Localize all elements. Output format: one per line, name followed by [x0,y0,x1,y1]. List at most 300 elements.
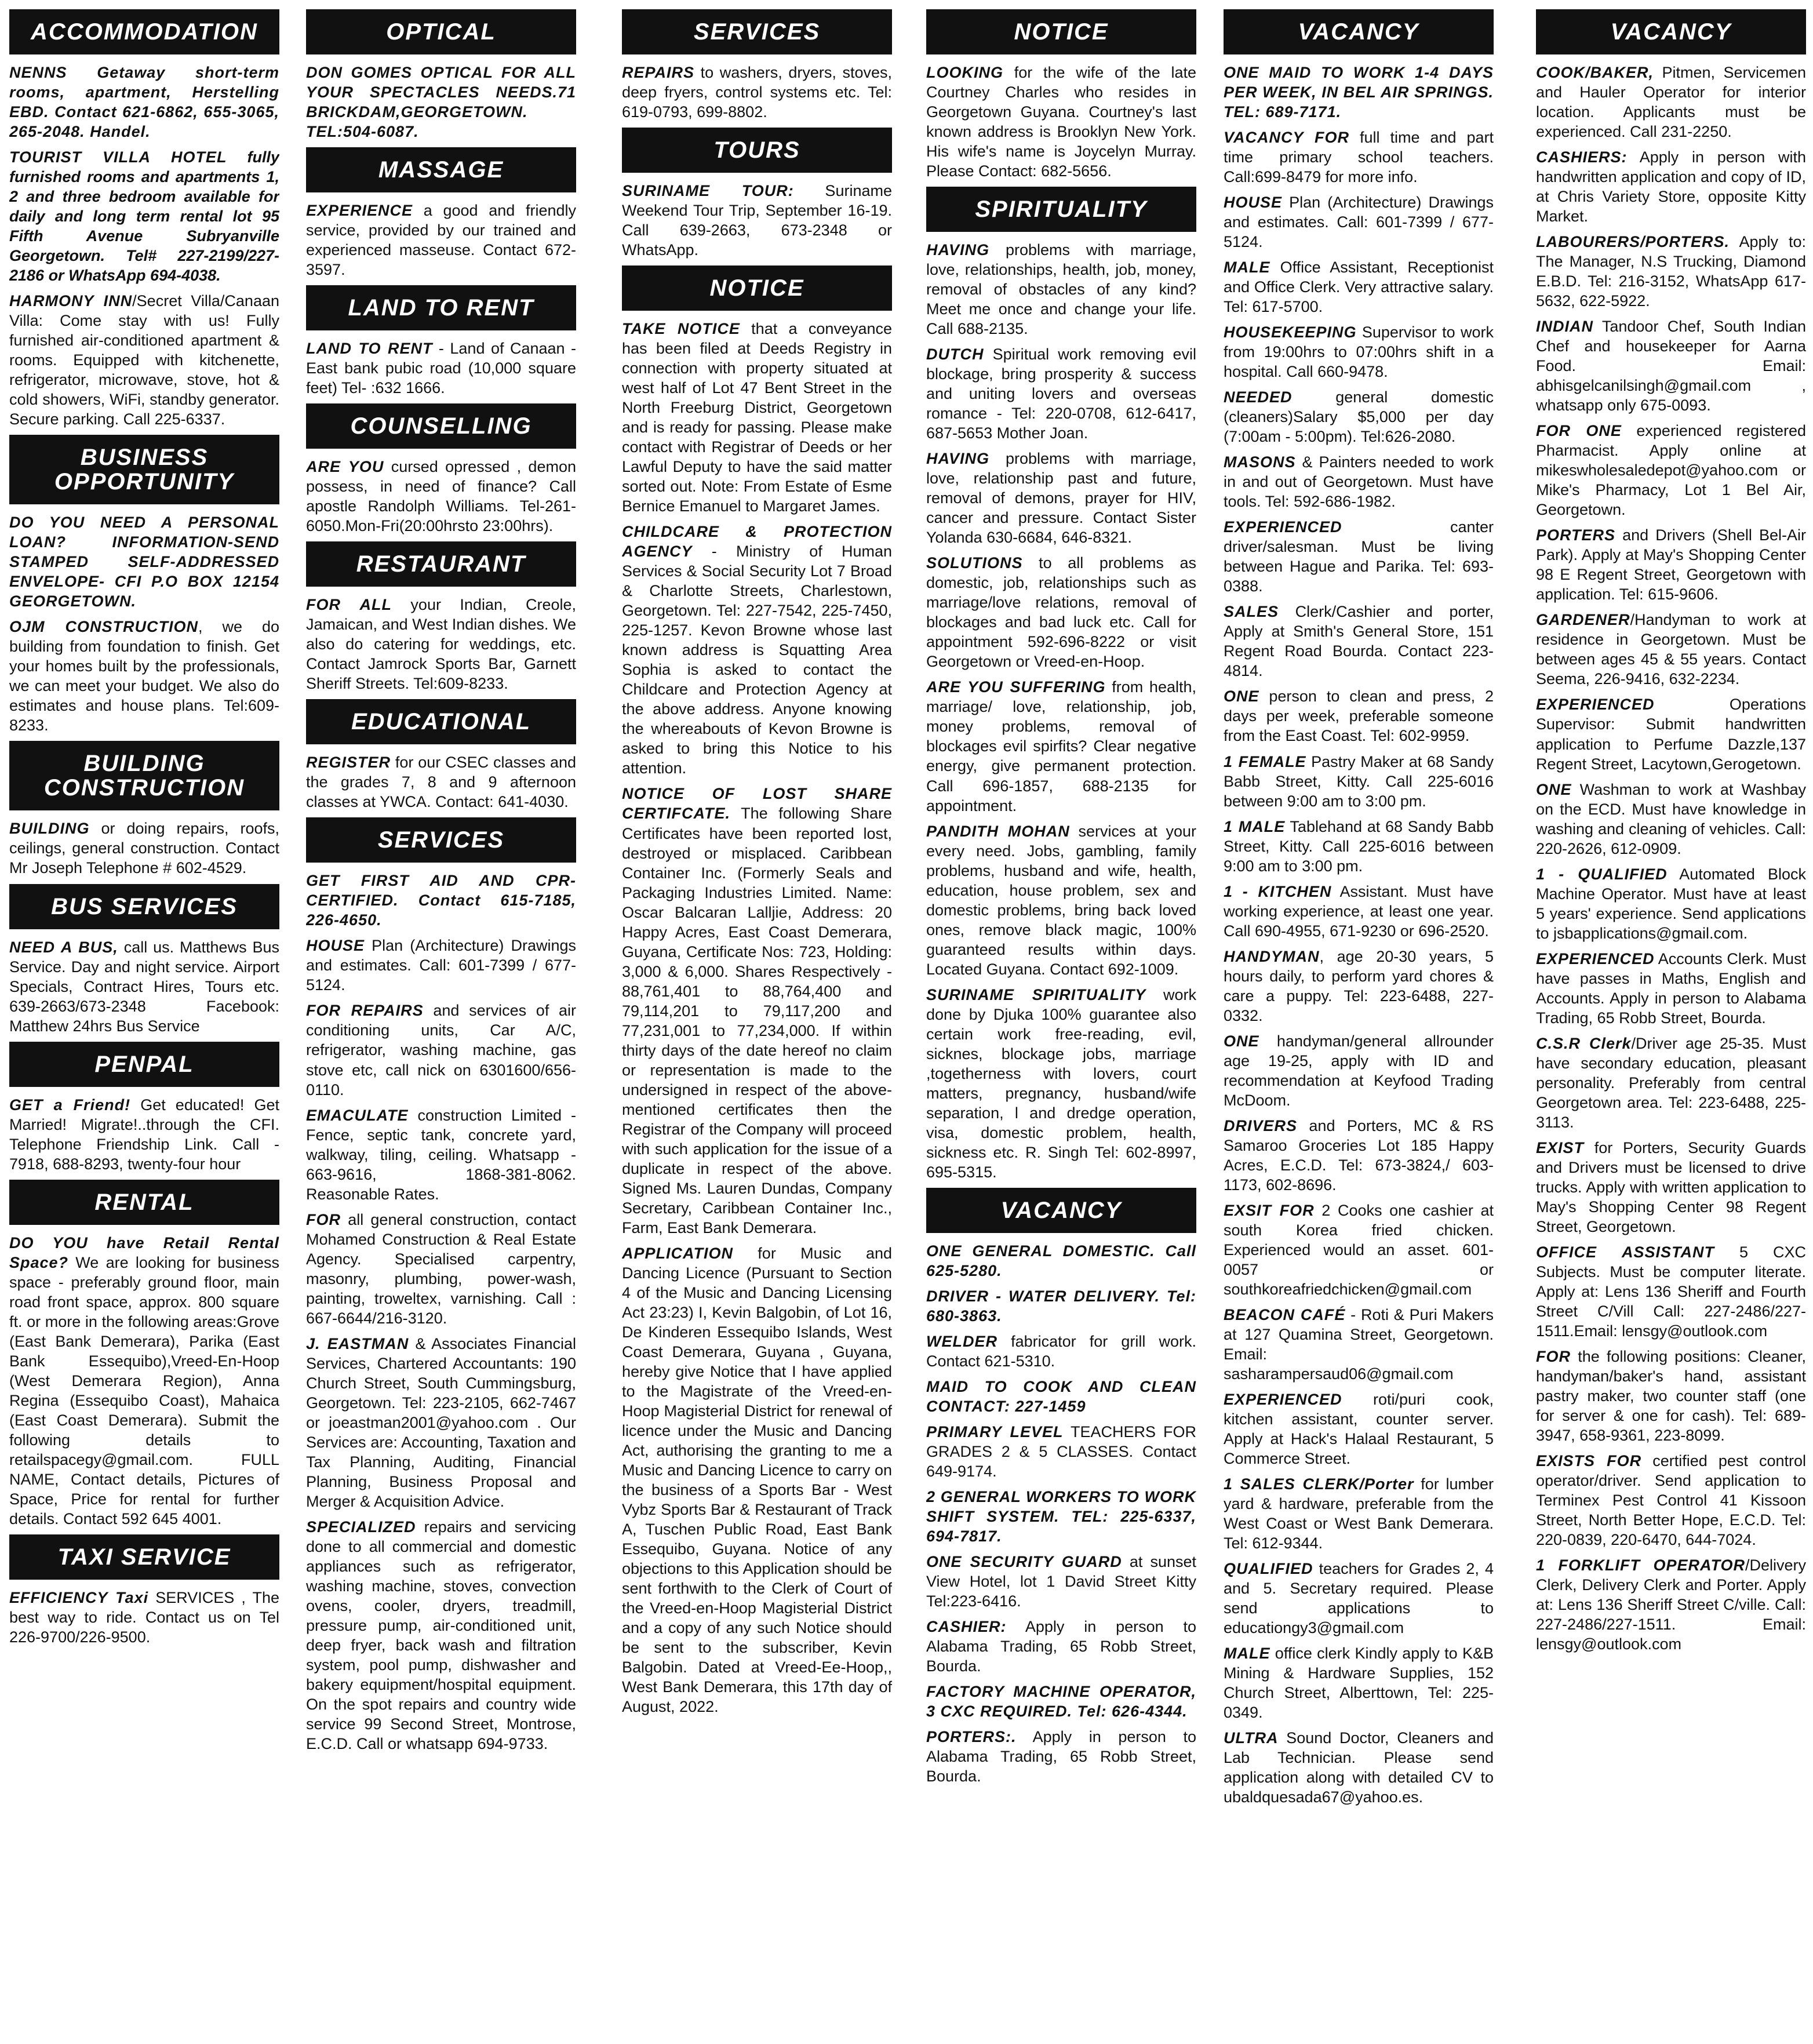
ad-body: and Drivers (Shell Bel-Air Park). Apply at May's Shopping Center 98 E Regent Street, Georgetown with application. Tel: 615-9606. [1536,526,1806,603]
classified-ad [1224,128,1494,187]
section-header: RENTAL [9,1180,279,1225]
ad-lead: EXPERIENCED [1224,518,1342,536]
ad-body: to washers, dryers, stoves, deep fryers, control systems etc. Tel: 619-0793, 699-8802. [622,64,892,121]
ad-lead: GARDENER [1536,611,1630,629]
ad-lead: PRIMARY LEVEL [926,1423,1064,1441]
ad-body: Office Assistant, Receptionist and Office Clerk. Very attractive salary. Tel: 617-5700. [1224,259,1494,316]
ad-body: Tablehand at 68 Sandy Babb Street, Kitty. Call 225-6016 between 9:00 am to 3:00 pm. [1224,817,1494,875]
ad-lead: PORTERS [1536,526,1616,544]
ad-body: , age 20-30 years, 5 hours daily, to perform yard chores & care a puppy. Tel: 223-6488, 227-0332. [1224,947,1494,1024]
classified-ad [1224,517,1494,596]
classified-ad [926,344,1196,443]
classified-section [9,884,279,1036]
classified-ad [1224,686,1494,745]
ad-lead: BEACON CAFÉ [1224,1305,1346,1323]
column-1 [9,6,279,2035]
column-2 [306,6,576,2035]
ad-lead: NEED A BUS, [9,938,118,956]
ad-body: that a conveyance has been filed at Deeds Registry in connection with property situated at west half of Lot 47 Bent Street in the North Freeburg District, Georgetown and is ready for passing. Please make contact with Registrar of Deeds or her Lawful Deputy to have the said matter sorted out. Note: From Estate of Esme Bernice Emanuel to Margaret James. [622,320,892,515]
ad-body: from health, marriage/ love, relationship, job, money problems, removal of blockages evil spirfits? Clear negative energy, give permanent protection. Call 696-1857, 688-2135 for appointment. [926,678,1196,814]
ad-body: repairs and servicing done to all commercial and domestic appliances such as refrigerator, washing machine, stoves, convection ovens, cooler, dryers, treadmill, pressure pump, air-conditioned unit, deep fryer, back wash and filtration system, pool pump, dishwasher and bakery equipment/hospital equipment. On the spot repairs and country wide service 99 Second Street, Montrose, E.C.D. Call or whatsapp 694-9733. [306,1518,576,1753]
classified-ad [926,1377,1196,1416]
classified-section [9,1180,279,1529]
classified-ad [926,677,1196,815]
ad-lead: DUTCH [926,345,984,363]
classified-ad [1536,525,1806,604]
ad-lead: SPECIALIZED [306,1518,416,1536]
ad-lead: EXIST [1536,1139,1585,1156]
classified-ad [1536,694,1806,773]
ad-body: Apply in person to Alabama Trading, 65 Robb Street, Bourda. [926,1728,1196,1785]
classified-ad [1536,147,1806,226]
classified-ad [1224,452,1494,511]
classified-section [306,699,576,812]
ad-lead: CASHIER: [926,1618,1007,1636]
classified-section [1224,9,1494,1807]
ad-lead: NEEDED [1224,388,1293,406]
classified-ad [306,752,576,812]
ad-body: office clerk Kindly apply to K&B Mining & Hardware Supplies, 152 Church Street, Alberttown, Tel: 225-0349. [1224,1645,1494,1722]
ad-lead: ONE GENERAL DOMESTIC. Call 625-5280. [926,1242,1196,1279]
ad-body: call us. Matthews Bus Service. Day and night service. Airport Specials, Contract Hires, Tours etc. 639-2663/673-2348 Facebook: Matthew 24hrs Bus Service [9,938,279,1035]
ad-lead: NENNS Getaway short-term rooms, apartment, Herstelling EBD. Contact 621-6862, 655-3065, 265-2048. Handel. [9,64,279,141]
ad-body: Spiritual work removing evil blockage, bring prosperity & success and uniting lovers and overseas romance - Tel: 220-0708, 612-6417, 687-5653 Mother Joan. [926,345,1196,442]
ad-lead: FOR ONE [1536,422,1622,440]
classified-ad [306,1517,576,1754]
ad-body: work done by Djuka 100% guarantee also certain work free-reading, evil, sicknes, blockage jobs, marriage ,togetherness with lovers, court matters, pregnancy, husband/wife separation, l and dredge operation, visa, domestic problem, health, sickness etc. R. Singh Tel: 602-8997, 695-5315. [926,985,1196,1181]
classified-ad [926,1332,1196,1371]
ad-body: cursed opressed , demon possess, in need of finance? Call apostle Randolph Williams. Tel-261-6050.Mon-Fri(20:00hrsto 23:00hrs). [306,458,576,535]
ad-body: for the wife of the late Courtney Charles who resides in Georgetown Guyana. Courtney's last known address is Brooklyn New York. His wife's name is Joycelyn Murray. Please Contact: 682-5656. [926,64,1196,180]
classified-ad [1224,882,1494,941]
classified-ad [9,1233,279,1529]
ad-lead: FOR [1536,1347,1571,1365]
ad-lead: 1 FORKLIFT OPERATOR [1536,1556,1745,1574]
ad-lead: HANDYMAN [1224,947,1320,965]
classified-ad [1224,817,1494,876]
ad-body: Apply to: The Manager, N.S Trucking, Diamond E.B.D. Tel: 216-3152, WhatsApp 617-5632, 622-5922. [1536,233,1806,310]
ad-lead: EXPERIENCE [306,202,413,220]
ad-lead: GET FIRST AID AND CPR-CERTIFIED. Contact 615-7185, 226-4650. [306,872,576,929]
classified-ad [926,63,1196,181]
ad-lead: HOUSE [306,937,365,955]
classified-section [926,187,1196,1182]
ad-lead: HOUSEKEEPING [1224,323,1357,341]
classified-section [622,128,892,260]
classified-ad [1224,1643,1494,1722]
classified-ad [1536,63,1806,141]
ad-lead: LOOKING [926,64,1003,81]
ad-body: , we do building from foundation to finish. Get your homes built by the professionals, we can meet your budget. We also do estimates and house plans. Tel:609-8233. [9,618,279,734]
classified-ad [622,522,892,778]
classified-section [926,9,1196,181]
ad-body: Sound Doctor, Cleaners and Lab Technician. Please send application along with detailed CV to ubaldquesada67@yahoo.es. [1224,1729,1494,1806]
ad-body: problems with marriage, love, relationships, health, job, money, removal of obstacles of any kind? Meet me once and change your life. Call 688-2135. [926,241,1196,338]
classified-ad [306,1210,576,1328]
classified-section [1536,9,1806,1654]
ad-body: Assistant. Must have working experience, at least one year. Call 690-4955, 671-9230 or 696-2520. [1224,882,1494,940]
ad-body: the following positions: Cleaner, handyman/baker's hand, assistant pastry maker, two counter staff (one for server & one for cash). Tel: 689-3947, 658-9361, 223-8099. [1536,1347,1806,1445]
column-3 [622,6,892,2035]
section-header: BUS SERVICES [9,884,279,929]
ad-lead: MALE [1224,1645,1270,1663]
ad-lead: TOURIST VILLA HOTEL [9,148,227,166]
ad-body: experienced registered Pharmacist. Apply online at mikeswholesaledepot@yahoo.com or Mike's Pharmacy, Lot 1 Bel Air, Georgetown. [1536,422,1806,519]
classified-ad [926,553,1196,671]
ad-lead: HAVING [926,450,990,468]
classified-ad [1224,257,1494,317]
classified-ad [306,201,576,279]
ad-lead: FACTORY MACHINE OPERATOR, 3 CXC REQUIRED. Tel: 626-4344. [926,1683,1196,1721]
classified-section [306,285,576,398]
classified-ad [9,1588,279,1647]
ad-lead: GET a Friend! [9,1096,131,1114]
ad-body: Pitmen, Servicemen and Hauler Operator for interior location. Applicants must be experienced. Call 231-2250. [1536,64,1806,141]
ad-lead: ULTRA [1224,1729,1279,1747]
ad-body: for Porters, Security Guards and Drivers must be licensed to drive trucks. Apply with written application to May's Shopping Center 98 Regent Street, Georgetown. [1536,1139,1806,1235]
section-header: RESTAURANT [306,541,576,587]
section-header: BUSINESS OPPORTUNITY [9,435,279,504]
section-header: LAND TO RENT [306,285,576,330]
section-header: ACCOMMODATION [9,9,279,54]
ad-body: Tandoor Chef, South Indian Chef and housekeeper for Aarna Food. Email: abhisgelcanilsingh@gmail.com , whatsapp only 675-0093. [1536,318,1806,414]
ad-body: Supervisor to work from 19:00hrs to 07:00hrs shift in a hospital. Call 660-9478. [1224,323,1494,381]
classified-ad [1536,317,1806,415]
classified-ad [926,240,1196,339]
ad-body: your Indian, Creole, Jamaican, and West Indian dishes. We also do catering for weddings, etc. Contact Jamrock Sports Bar, Garnett Sheriff Streets. Tel:609-8233. [306,596,576,693]
ad-lead: FOR REPAIRS [306,1002,424,1020]
ad-lead: CHILDCARE & PROTECTION AGENCY [622,523,892,561]
ad-lead: HOUSE [1224,194,1283,212]
classified-ad [1224,1116,1494,1195]
classified-ad [306,1001,576,1099]
classified-section [926,1188,1196,1786]
ad-lead: EXPERIENCED [1224,1390,1342,1408]
classified-ad [926,985,1196,1182]
classified-ad [1224,192,1494,252]
classified-ad [1224,1031,1494,1110]
ad-lead: MASONS [1224,453,1296,471]
classified-ad [306,595,576,693]
classified-ad [1224,1559,1494,1638]
ad-lead: PORTERS:. [926,1728,1017,1746]
classified-ad [1536,1347,1806,1445]
ad-lead: APPLICATION [622,1244,733,1262]
classified-ad [1536,864,1806,943]
section-header: COUNSELLING [306,403,576,449]
classified-section [9,435,279,735]
ad-body: - Land of Canaan - East bank pubic road (10,000 square feet) Tel- :632 1666. [306,340,576,397]
ad-lead: 1 MALE [1224,817,1286,835]
ad-body: Apply in person to Alabama Trading, 65 Robb Street, Bourda. [926,1618,1196,1675]
ad-body: for our CSEC classes and the grades 7, 8 and 9 afternoon classes at YWCA. Contact: 641-4030. [306,754,576,811]
ad-lead: ONE [1224,1032,1259,1050]
ad-lead: VACANCY FOR [1224,129,1349,147]
classified-ad [926,1487,1196,1546]
classified-ad [622,63,892,122]
ad-body: Automated Block Machine Operator. Must have at least 5 years' experience. Send applications to jsbapplications@gmail.com. [1536,865,1806,942]
ad-lead: WELDER [926,1332,997,1350]
classified-ad [926,449,1196,547]
ad-body: and services of air conditioning units, Car A/C, refrigerator, washing machine, gas stove etc, call nick on 6301600/656-0110. [306,1002,576,1099]
section-header: PENPAL [9,1042,279,1087]
ad-lead: SURINAME SPIRITUALITY [926,985,1146,1003]
ad-lead: 1 - KITCHEN [1224,882,1332,900]
classified-ad [306,936,576,995]
ad-lead: J. EASTMAN [306,1334,409,1352]
classified-ad [9,291,279,429]
ad-body: Suriname Weekend Tour Trip, September 16-19. Call 639-2663, 673-2348 or WhatsApp. [622,182,892,259]
ad-lead: SALES [1224,603,1279,621]
ad-body: /Delivery Clerk, Delivery Clerk and Porter. Apply at: Lens 136 Sheriff Street C/ville. Call: 227-2486/227-1511. Email: lensgy@outlook.com [1536,1556,1806,1653]
ad-body: - Roti & Puri Makers at 127 Quamina Street, Georgetown. Email: sasharampersaud06@gmail.com [1224,1305,1494,1383]
ad-lead: HARMONY INN [9,292,133,310]
classified-ad [1536,421,1806,519]
ad-body: for Music and Dancing Licence (Pursuant to Section 4 of the Music and Dancing Licensing Act 23:23) I, Kevin Balgobin, of Lot 16, De Kinderen Essequibo Islands, West Coast Demerara, Guyana , Guyana, hereby give Notice that I have applied to the Magistrate of the Vreed-en-Hoop Magisterial District for renewal of licence under the Music and Dancing Act, authorising the granting to me a Music and Dancing Licence to carry on the business of a Sports Bar - West Vybz Sports Bar & Restaurant of Track A, Tuschen Public Road, East Bank Essequibo, Guyana. Notice of any objections to this Application should be sent forthwith to the Clerk of Court of the Vreed-en-Hoop Magisterial District and a copy of any such Notice should be sent to the subscriber, Kevin Balgobin. Dated at Vreed-Ee-Hoop,, West Bank Demerara, this 17th day of August, 2022. [622,1244,892,1716]
ad-body: or doing repairs, roofs, ceilings, general construction. Contact Mr Joseph Telephone # 602-4529. [9,820,279,877]
ad-lead: FOR [306,1210,341,1228]
ad-body: full time and part time primary school teachers. Call:699-8479 for more info. [1224,129,1494,186]
classified-ad [1536,1138,1806,1236]
classified-ad [306,339,576,398]
classified-ad [926,1286,1196,1326]
ad-body: at sunset View Hotel, lot 1 David Street Kitty Tel:223-6416. [926,1553,1196,1610]
ad-body: TEACHERS FOR GRADES 2 & 5 CLASSES. Contact 649-9174. [926,1423,1196,1480]
ad-body: 5 CXC Subjects. Must be computer literate. Apply at: Lens 136 Sheriff and Fourth Street C/Vill Call: 227-2486/227-1511.Email: lensgy@outlook.com [1536,1243,1806,1340]
column-5 [1224,6,1494,2035]
ad-body: Apply in person with handwritten application and copy of ID, at Chris Variety Store, opposite Kitty Market. [1536,148,1806,226]
ad-lead: QUALIFIED [1224,1560,1313,1578]
ad-lead: ARE YOU SUFFERING [926,678,1106,696]
ad-lead: DO YOU have Retail Rental Space? [9,1234,279,1271]
ad-body: a good and friendly service, provided by our trained and experienced masseuse. Contact 672-3597. [306,202,576,279]
ad-lead: LABOURERS/PORTERS. [1536,233,1730,251]
classified-ad [926,1727,1196,1786]
classified-ad [9,937,279,1036]
classified-ad [1224,1201,1494,1299]
section-header: EDUCATIONAL [306,699,576,744]
classified-ad [306,871,576,930]
ad-body: and Porters, MC & RS Samaroo Groceries Lot 185 Happy Acres, E.C.D. Tel: 673-3824,/ 603-1173, 602-8696. [1224,1116,1494,1194]
ad-body: SERVICES , The best way to ride. Contact us on Tel 226-9700/226-9500. [9,1588,279,1646]
classified-ad [1536,949,1806,1028]
ad-lead: CASHIERS: [1536,148,1628,166]
ad-lead: 1 - QUALIFIED [1536,865,1668,883]
ad-lead: MALE [1224,259,1270,277]
classified-ad [1536,1242,1806,1341]
ad-lead: LAND TO RENT [306,340,433,358]
ad-lead: DON GOMES OPTICAL FOR ALL YOUR SPECTACLES NEEDS.71 BRICKDAM,GEORGETOWN. TEL:504-6087. [306,64,576,141]
section-header: MASSAGE [306,147,576,192]
section-header: VACANCY [926,1188,1196,1233]
classified-section [9,1042,279,1174]
ad-lead: C.S.R Clerk [1536,1034,1632,1052]
section-header: TAXI SERVICE [9,1534,279,1580]
classified-ad [622,784,892,1237]
column-4 [926,6,1196,2035]
ad-lead: DRIVER - WATER DELIVERY. Tel: 680-3863. [926,1287,1196,1325]
ad-body: Plan (Architecture) Drawings and estimates. Call: 601-7399 / 677-5124. [1224,194,1494,251]
classified-section [9,741,279,878]
ad-lead: EXISTS FOR [1536,1452,1642,1470]
ad-body: certified pest control operator/driver. Send application to Terminex Pest Control 41 Kissoon Street, North Better Hope, E.C.D. Tel: 220-0839, 220-6470, 644-7024. [1536,1452,1806,1549]
ad-body: We are looking for business space - preferably ground floor, main road front space, approx. 800 square ft. or more in the following areas:Grove (East Bank Demerara), Parika (East Bank Essequibo),Vreed-En-Hoop (West Demerara Region), Anna Regina (Essequibo Coast), Mahaica (East Coast Demerara). Submit the following details to retailspacegy@gmail.com. FULL NAME, Contact details, Pictures of Space, Price for rental for further details. Contact 592 645 4001. [9,1253,279,1527]
ad-body: for lumber yard & hardware, preferable from the West Coast or West Bank Demerara. Tel: 612-9344. [1224,1475,1494,1552]
classified-ad [1536,1555,1806,1654]
ad-lead: EXSIT FOR [1224,1201,1315,1219]
classified-section [306,403,576,536]
ad-lead: REGISTER [306,754,391,772]
section-header: SERVICES [622,9,892,54]
ad-lead: SURINAME TOUR: [622,182,794,200]
ad-lead: OJM CONSTRUCTION [9,618,198,636]
ad-body: fully furnished rooms and apartments 1, 2 and three bedroom available for daily and long term rental lot 95 Fifth Avenue Subryanville Georgetown. Tel# 227-2199/227-2186 or WhatsApp 694-4038. [9,148,279,285]
ad-body: all general construction, contact Mohamed Construction & Real Estate Agency. Specialised carpentry, masonry, plumbing, power-wash, painting, troweltex, varnishing. Call : 667-6644/216-3120. [306,1210,576,1327]
classified-ad [1224,947,1494,1025]
classified-ad [622,181,892,260]
ad-body: /Secret Villa/Canaan Villa: Come stay with us! Fully furnished air-conditioned apartment & rooms. Equipped with kitchenette, refrigerator, microwave, stove, hot & cold showers, WiFi, standby generator. Secure parking. Call 225-6337. [9,292,279,428]
ad-body: Washman to work at Washbay on the ECD. Must have knowledge in washing and cleaning of vehicles. Call: 220-2626, 612-0909. [1536,780,1806,857]
ad-body: roti/puri cook, kitchen assistant, counter server. Apply at Hack's Halaal Restaurant, 5 Commerce Street. [1224,1390,1494,1468]
ad-lead: HAVING [926,241,990,259]
classified-ad [1224,1728,1494,1807]
ad-lead: 1 FEMALE [1224,752,1306,770]
classified-ad [306,1334,576,1511]
classified-ad [1224,63,1494,122]
classified-ad [1536,780,1806,859]
classified-ad [1224,1390,1494,1468]
ad-body: /Handyman to work at residence in Georgetown. Must be between ages 45 & 55 years. Contact Seema, 226-9416, 632-2234. [1536,611,1806,688]
ad-lead: ONE [1536,780,1572,798]
ad-body: Pastry Maker at 68 Sandy Babb Street, Kitty. Call 225-6016 between 9:00 am to 3:00 pm. [1224,752,1494,810]
ad-body: problems with marriage, love, relationship past and future, removal of demons, prayer for HIV, cancer and pressure. Contact Sister Yolanda 630-6684, 646-8321. [926,450,1196,547]
ad-body: teachers for Grades 2, 4 and 5. Secretary required. Please send applications to educationgy3@gmail.com [1224,1560,1494,1637]
ad-lead: FOR ALL [306,596,392,614]
ad-lead: SOLUTIONS [926,554,1023,572]
classified-section [306,147,576,279]
ad-body: services at your every need. Jobs, gambling, family problems, husband and wife, health, education, house problem, sex and domestic problems, bring back loved ones, remove black magic, 100% guaranteed results within days. Located Guyana. Contact 692-1009. [926,822,1196,978]
ad-body: canter driver/salesman. Must be living between Hague and Parika. Tel: 693-0388. [1224,518,1494,595]
classified-ad [926,821,1196,979]
classified-ad [306,63,576,141]
section-header: TOURS [622,128,892,173]
ad-lead: NOTICE OF LOST SHARE CERTIFCATE. [622,785,892,823]
section-header: SPIRITUALITY [926,187,1196,232]
classified-ad [926,1552,1196,1611]
ad-lead: ONE [1224,688,1259,705]
classified-ad [926,1241,1196,1281]
ad-body: general domestic (cleaners)Salary $5,000 per day (7:00am - 5:00pm). Tel:626-2080. [1224,388,1494,446]
classified-section [306,9,576,141]
ad-lead: 2 GENERAL WORKERS TO WORK SHIFT SYSTEM. TEL: 225-6337, 694-7817. [926,1487,1196,1545]
ad-lead: INDIAN [1536,318,1593,336]
classified-ad [926,1682,1196,1721]
ad-lead: DO YOU NEED A PERSONAL LOAN? INFORMATION-SEND STAMPED SELF-ADDRESSED ENVELOPE- CFI P.O BOX 12154 GEORGETOWN. [9,514,279,610]
ad-body: - Ministry of Human Services & Social Security Lot 7 Broad & Charlotte Streets, Charlestown, Georgetown. Tel: 227-7542, 225-7450, 225-1257. Kevon Browne whose last known address is Squatting Area Sophia is asked to contact the Childcare and Protection Agency at the above address. Anyone knowing the whereabouts of Kevon Browne is asked to bring this Notice to his attention. [622,543,892,777]
ad-lead: BUILDING [9,820,90,838]
classified-ad [1224,1305,1494,1384]
classified-ad [622,319,892,516]
classified-ad [9,819,279,878]
ad-body: & Painters needed to work in and out of Georgetown. Must have tools. Tel: 592-686-1982. [1224,453,1494,511]
classified-section [9,9,279,429]
section-header: BUILDING CONSTRUCTION [9,741,279,810]
ad-lead: ONE SECURITY GUARD [926,1553,1122,1571]
ad-body: Accounts Clerk. Must have passes in Maths, English and Accounts. Apply in person to Alabama Trading, 65 Robb Street, Bourda. [1536,950,1806,1027]
section-header: SERVICES [306,817,576,863]
column-6 [1536,6,1806,2035]
ad-body: Get educated! Get Married! Migrate!..through the CFI. Telephone Friendship Link. Call - 7918, 688-8293, twenty-four hour [9,1096,279,1173]
classified-ad [1536,610,1806,689]
section-header: NOTICE [622,265,892,311]
classified-ad [9,63,279,141]
ad-lead: TAKE NOTICE [622,320,740,338]
classified-section [622,9,892,122]
ad-lead: MAID TO COOK AND CLEAN CONTACT: 227-1459 [926,1377,1196,1415]
classified-ad [1224,602,1494,681]
classified-section [622,265,892,1716]
classified-ad [9,512,279,611]
ad-lead: EXPERIENCED [1536,696,1655,714]
ad-lead: COOK/BAKER, [1536,64,1654,81]
ad-lead: EMACULATE [306,1106,409,1124]
classified-section [9,1534,279,1647]
ad-lead: EFFICIENCY Taxi [9,1588,149,1606]
classified-section [306,541,576,693]
ad-lead: EXPERIENCED [1536,950,1655,968]
ad-body: 2 Cooks one cashier at south Korea fried chicken. Experienced would an asset. 601-0057 or southkoreafriedchicken@gmail.com [1224,1201,1494,1298]
ad-body: to all problems as domestic, job, relationships such as marriage/love relations, removal of blockages and bad luck etc. Call for appointment 592-696-8222 or visit Georgetown or Vreed-en-Hoop. [926,554,1196,671]
ad-lead: DRIVERS [1224,1116,1298,1134]
classified-ad [306,457,576,536]
classified-ad [9,617,279,735]
classified-ad [9,147,279,285]
classified-ad [1224,1474,1494,1553]
ad-lead: PANDITH MOHAN [926,822,1070,840]
classified-ad [1536,1034,1806,1132]
ad-body: The following Share Certificates have been reported lost, destroyed or misplaced. Caribbean Container Inc. (Formerly Seals and Packaging Industries Limited. Name: Oscar Balcaran Lalljie, Address: 20 Happy Acres, East Coast Demerara, Guyana, Certificate Nos: 723, Holding: 3,000 & 6,000. Shares Respectively - 88,761,401 to 88,764,400 and 79,114,201 to 79,117,200 and 77,231,001 to 77,234,000. If within thirty days of the date hereof no claim or representation is made to the undersigned in respect of the above-mentioned certificates then the Registrar of the Company will proceed with such application for the issue of a duplicate in respect of the above. Signed Ms. Lauren Dundas, Company Secretary, Caribbean Container Inc., Farm, East Bank Demerara. [622,805,892,1236]
classified-ad [622,1243,892,1716]
ad-body: Clerk/Cashier and porter, Apply at Smith's General Store, 151 Regent Road Bourda. Contact 223-4814. [1224,603,1494,680]
classified-ad [1536,1451,1806,1550]
section-header: NOTICE [926,9,1196,54]
classified-ad [926,1422,1196,1481]
classified-ad [1224,322,1494,381]
classified-ad [306,1105,576,1204]
classified-section [306,817,576,1754]
ad-body: construction Limited - Fence, septic tank, concrete yard, walkway, tiling, ceiling. Whatsapp - 663-9616, 1868-381-8062. Reasonable Rates. [306,1106,576,1203]
ad-lead: 1 SALES CLERK/Porter [1224,1475,1414,1493]
ad-body: person to clean and press, 2 days per week, preferable someone from the East Coast. Tel: 602-9959. [1224,688,1494,745]
classified-ad [9,1095,279,1174]
ad-lead: ARE YOU [306,458,384,476]
ad-body: & Associates Financial Services, Chartered Accountants: 190 Church Street, South Cummingsburg, Georgetown. Tel: 223-2105, 662-7467 or joeastman2001@yahoo.com . Our Services are: Accounting, Taxation and Tax Planning, Auditing, Financial Planning, Business Proposal and Merger & Acquisition Advice. [306,1334,576,1510]
section-header: VACANCY [1536,9,1806,54]
classified-ad [1224,387,1494,446]
ad-body: fabricator for grill work. Contact 621-5310. [926,1332,1196,1370]
ad-lead: REPAIRS [622,64,695,81]
ad-body: /Driver age 25-35. Must have secondary education, pleasant personality. Preferably from central Georgetown area. Tel: 223-6488, 225-3113. [1536,1034,1806,1131]
ad-body: Plan (Architecture) Drawings and estimates. Call: 601-7399 / 677-5124. [306,937,576,994]
ad-lead: OFFICE ASSISTANT [1536,1243,1714,1261]
section-header: VACANCY [1224,9,1494,54]
ad-body: Operations Supervisor: Submit handwritten application to Perfume Dazzle,137 Regent Street, Lacytown,Gerogetown. [1536,696,1806,773]
classified-ad [1536,232,1806,311]
section-header: OPTICAL [306,9,576,54]
classified-ad [1224,752,1494,811]
ad-body: handyman/general allrounder age 19-25, apply with ID and recommendation at Keyfood Trading McDoom. [1224,1032,1494,1109]
ad-lead: ONE MAID TO WORK 1-4 DAYS PER WEEK, IN BEL AIR SPRINGS. TEL: 689-7171. [1224,64,1494,121]
